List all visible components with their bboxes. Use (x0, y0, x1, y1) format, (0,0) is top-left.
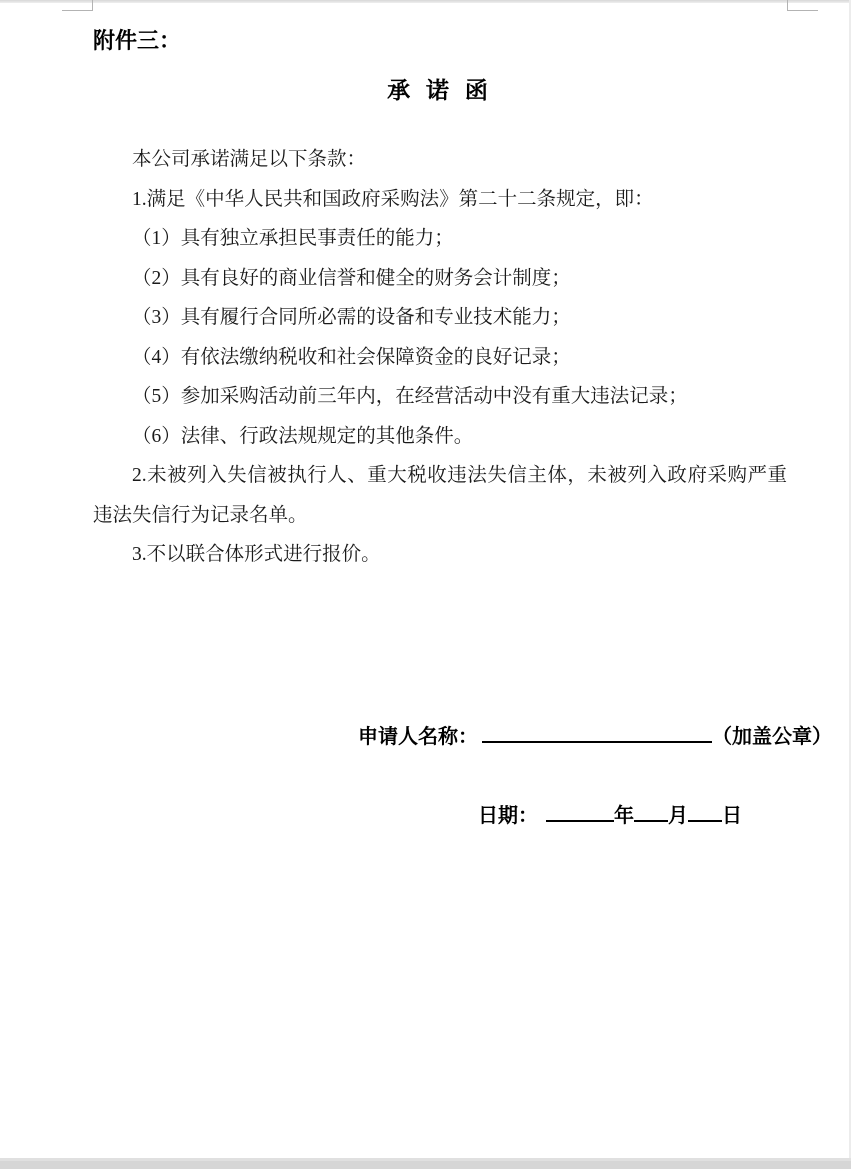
clause-1-2: （2）具有良好的商业信誉和健全的财务会计制度； (132, 267, 571, 289)
page-bottom-band (0, 1161, 851, 1169)
document-title: 承 诺 函 (387, 78, 493, 103)
day-label: 日 (722, 805, 742, 827)
attachment-label: 附件三： (93, 28, 182, 53)
clause-3: 3.不以联合体形式进行报价。 (132, 544, 381, 565)
clause-1-4: （4）有依法缴纳税收和社会保障资金的良好记录； (132, 346, 571, 368)
text-boundary-mark-top-right (787, 10, 818, 11)
clause-2: 2.未被列入失信被执行人、重大税收违法失信主体，未被列入政府采购严重违法失信行为记录名单。 (93, 465, 787, 526)
clause-1-6: （6）法律、行政法规规定的其他条件。 (132, 425, 474, 447)
clause-1-5: （5）参加采购活动前三年内，在经营活动中没有重大违法记录； (132, 386, 688, 407)
seal-note: （加盖公章） (712, 726, 832, 748)
body-text (93, 140, 787, 575)
year-label: 年 (614, 805, 634, 827)
month-label: 月 (668, 805, 688, 827)
applicant-name-label: 申请人名称： (358, 726, 478, 748)
month-blank (634, 802, 668, 822)
page-top-edge (0, 0, 851, 3)
intro-paragraph: 本公司承诺满足以下条款： (132, 149, 367, 170)
applicant-name-blank (482, 723, 712, 743)
text-boundary-mark-top-left (62, 10, 93, 11)
clause-1-3: （3）具有履行合同所必需的设备和专业技术能力； (132, 307, 571, 328)
day-blank (688, 802, 722, 822)
clause-1-1: （1）具有独立承担民事责任的能力； (132, 228, 454, 249)
clause-1: 1.满足《中华人民共和国政府采购法》第二十二条规定，即： (132, 188, 654, 210)
year-blank (546, 802, 614, 822)
applicant-signature-line (358, 720, 832, 749)
date-line (478, 799, 742, 828)
date-label: 日期： (478, 805, 538, 827)
